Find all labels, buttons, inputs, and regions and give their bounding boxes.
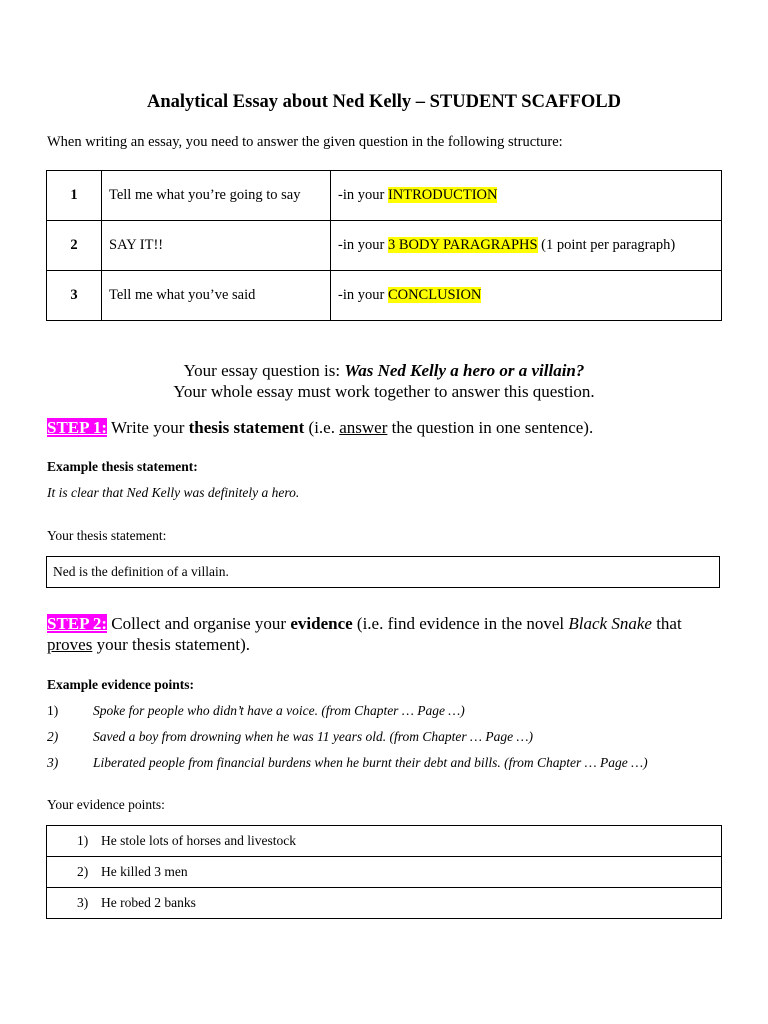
step-2-label: STEP 2: <box>47 614 107 633</box>
row-where: -in your 3 BODY PARAGRAPHS (1 point per paragraph) <box>331 221 722 271</box>
row-number: 2 <box>47 221 102 271</box>
row-where: -in your CONCLUSION <box>331 271 722 321</box>
table-row <box>47 271 722 321</box>
document-title: Analytical Essay about Ned Kelly – STUDENT SCAFFOLD <box>146 92 622 112</box>
row-task: SAY IT!! <box>102 221 331 271</box>
your-thesis-label: Your thesis statement: <box>47 528 167 543</box>
row-where: -in your INTRODUCTION <box>331 171 722 221</box>
row-number: 3 <box>47 271 102 321</box>
highlight-text: INTRODUCTION <box>387 187 498 203</box>
list-item: 1) Spoke for people who didn’t have a voice. (from Chapter … Page …) <box>47 703 465 718</box>
table-row <box>47 221 722 271</box>
question-subline: Your whole essay must work together to answer this question. <box>173 382 595 401</box>
step-1-heading: STEP 1: Write your thesis statement (i.e. answer the question in one sentence). <box>47 418 594 437</box>
table-row[interactable]: 2) He killed 3 men <box>47 857 722 888</box>
step-2-heading: STEP 2: Collect and organise your evidence (i.e. find evidence in the novel Black Snake that proves your thesis statement). <box>47 614 682 654</box>
table-row[interactable]: 1) He stole lots of horses and livestock <box>47 826 722 857</box>
example-thesis-heading: Example thesis statement: <box>47 459 198 474</box>
essay-question: Your essay question is: Was Ned Kelly a hero or a villain? Your whole essay must work together to answer this question. <box>0 360 768 402</box>
step-1-label: STEP 1: <box>47 418 107 437</box>
list-item: 3) Liberated people from financial burdens when he burnt their debt and bills. (from Chapter … Page …) <box>47 755 648 770</box>
row-task: Tell me what you’re going to say <box>102 171 331 221</box>
question-text: Was Ned Kelly a hero or a villain? <box>344 361 585 380</box>
highlight-text: 3 BODY PARAGRAPHS <box>387 237 538 253</box>
intro-text: When writing an essay, you need to answer the given question in the following structure: <box>47 134 563 150</box>
table-row[interactable]: 3) He robed 2 banks <box>47 888 722 919</box>
structure-table <box>46 170 722 321</box>
row-number: 1 <box>47 171 102 221</box>
example-evidence-heading: Example evidence points: <box>47 677 194 692</box>
list-item: 2) Saved a boy from drowning when he was 11 years old. (from Chapter … Page …) <box>47 729 533 744</box>
highlight-text: CONCLUSION <box>387 287 482 303</box>
row-task: Tell me what you’ve said <box>102 271 331 321</box>
table-row <box>47 171 722 221</box>
example-thesis: It is clear that Ned Kelly was definitely a hero. <box>47 485 300 500</box>
your-evidence-label: Your evidence points: <box>47 797 165 812</box>
thesis-box[interactable] <box>46 556 720 588</box>
thesis-text: Ned is the definition of a villain. <box>53 564 229 579</box>
evidence-table[interactable] <box>46 825 722 919</box>
